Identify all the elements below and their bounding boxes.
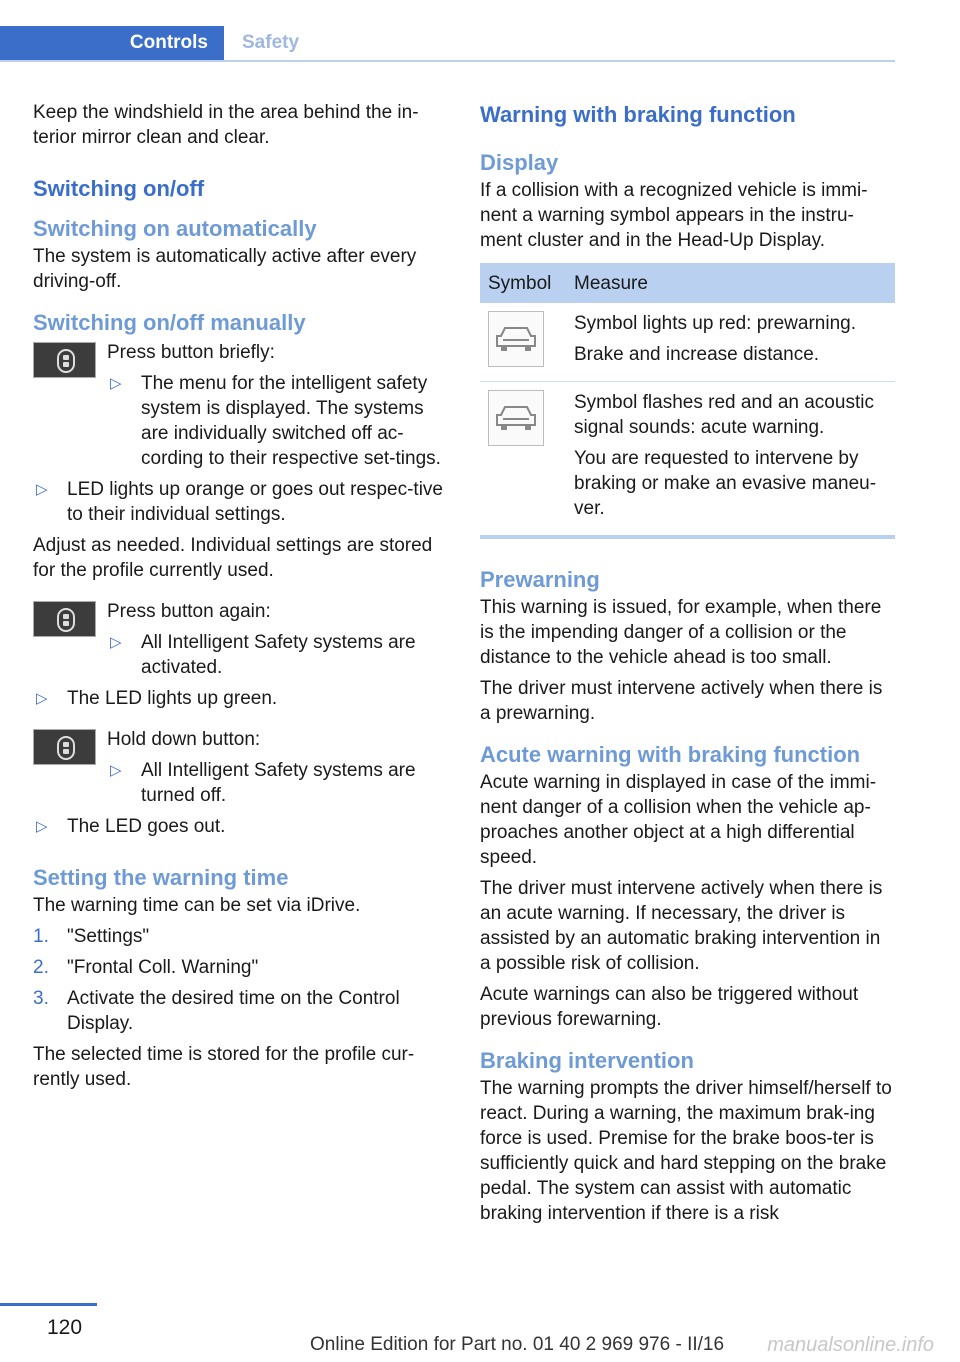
row2-line1: Symbol flashes red and an acoustic signal sounds: acute warning. <box>574 392 874 438</box>
prewarning-text-2: The driver must intervene actively when there is a prewarning. <box>480 678 883 724</box>
right-column <box>480 100 895 1232</box>
list-item: ▷ All Intelligent Safety systems are activated. <box>110 632 416 678</box>
heading-manual: Switching on/off manually <box>33 310 306 335</box>
col-measure-header: Measure <box>566 263 895 303</box>
row1-line1: Symbol lights up red: prewarning. <box>574 313 856 334</box>
page-number: 120 <box>47 1316 83 1339</box>
triangle-right-icon: ▷ <box>110 634 122 651</box>
tab-safety[interactable]: Safety <box>242 32 300 53</box>
stored-text: The selected time is stored for the profile cur-rently used. <box>33 1044 415 1090</box>
triangle-right-icon: ▷ <box>36 818 48 835</box>
list-item: ▷ The LED lights up green. <box>36 688 278 709</box>
heading-display: Display <box>480 150 559 175</box>
safety-button-icon <box>33 342 96 378</box>
triangle-right-icon: ▷ <box>36 481 48 498</box>
list-item: ▷ All Intelligent Safety systems are turned off. <box>110 760 416 806</box>
list-item: 1. "Settings" <box>33 926 150 947</box>
heading-warning-time: Setting the warning time <box>33 865 289 890</box>
safety-button-icon <box>33 729 96 765</box>
acute-text-2: The driver must intervene actively when there is an acute warning. If necessary, the driver is assisted by an automatic braking intervention in a possible risk of collision. <box>480 878 883 974</box>
list-item: 2. "Frontal Coll. Warning" <box>33 957 259 978</box>
triangle-right-icon: ▷ <box>110 762 122 779</box>
row1-line2: Brake and increase distance. <box>574 344 820 365</box>
press-briefly-label: Press button briefly: <box>107 342 275 363</box>
tab-controls[interactable]: Controls <box>0 26 224 60</box>
list-item: ▷ LED lights up orange or goes out respec-tive to their individual settings. <box>36 479 443 525</box>
row2-line2: You are requested to intervene by braking or make an evasive maneu-ver. <box>574 448 877 519</box>
symbol-table <box>480 263 895 539</box>
triangle-right-icon: ▷ <box>110 375 122 392</box>
heading-warning-braking: Warning with braking function <box>480 102 796 127</box>
safety-button-icon <box>33 601 96 637</box>
braking-text: The warning prompts the driver himself/herself to react. During a warning, the maximum brak-ing force is used. Premise for the brake boos-ter is sufficiently quick and hard stepping on the brake pedal. The system can assist with automatic braking intervention if there is a risk <box>480 1078 892 1224</box>
table-header-row <box>480 263 895 303</box>
intro-text: Keep the windshield in the area behind the in-terior mirror clean and clear. <box>33 102 419 148</box>
auto-text: The system is automatically active after every driving-off. <box>33 246 417 292</box>
prewarning-text-1: This warning is issued, for example, when there is the impending danger of a collision or the distance to the vehicle ahead is too small. <box>480 597 882 668</box>
hold-down-block <box>33 727 448 808</box>
table-row <box>480 382 895 538</box>
warning-time-text: The warning time can be set via iDrive. <box>33 895 361 916</box>
heading-acute: Acute warning with braking function <box>480 742 861 767</box>
triangle-right-icon: ▷ <box>36 690 48 707</box>
acute-text-1: Acute warning in displayed in case of the immi-nent danger of a collision when the vehicle ap-proaches another object at a high differential speed. <box>480 772 877 868</box>
heading-auto: Switching on automatically <box>33 216 317 241</box>
list-item: ▷ The LED goes out. <box>36 816 226 837</box>
list-item: 3. Activate the desired time on the Control Display. <box>33 988 400 1034</box>
footer-rule <box>0 1303 97 1306</box>
watermark: manualsonline.info <box>767 1334 934 1356</box>
press-again-block <box>33 599 448 680</box>
list-item: ▷ The menu for the intelligent safety system is displayed. The systems are individually switched off ac-cording to their respective set-tings. <box>110 373 441 469</box>
display-text: If a collision with a recognized vehicle is immi-nent a warning symbol appears in the instru-ment cluster and in the Head-Up Display. <box>480 180 868 251</box>
left-column <box>33 100 448 1098</box>
press-again-label: Press button again: <box>107 601 271 622</box>
col-symbol-header: Symbol <box>480 263 566 303</box>
heading-braking: Braking intervention <box>480 1048 694 1073</box>
tab-divider <box>0 60 895 62</box>
chapter-tabs <box>0 26 895 62</box>
car-warning-icon <box>488 311 544 367</box>
table-row <box>480 303 895 382</box>
car-warning-icon <box>488 390 544 446</box>
press-briefly-block <box>33 340 448 471</box>
acute-text-3: Acute warnings can also be triggered without previous forewarning. <box>480 984 859 1030</box>
steps-list <box>33 924 448 1036</box>
edition-text: Online Edition for Part no. 01 40 2 969 976 - II/16 <box>310 1334 725 1355</box>
hold-down-label: Hold down button: <box>107 729 261 750</box>
adjust-text: Adjust as needed. Individual settings are stored for the profile currently used. <box>33 535 433 581</box>
heading-prewarning: Prewarning <box>480 567 600 592</box>
heading-switching: Switching on/off <box>33 176 205 201</box>
